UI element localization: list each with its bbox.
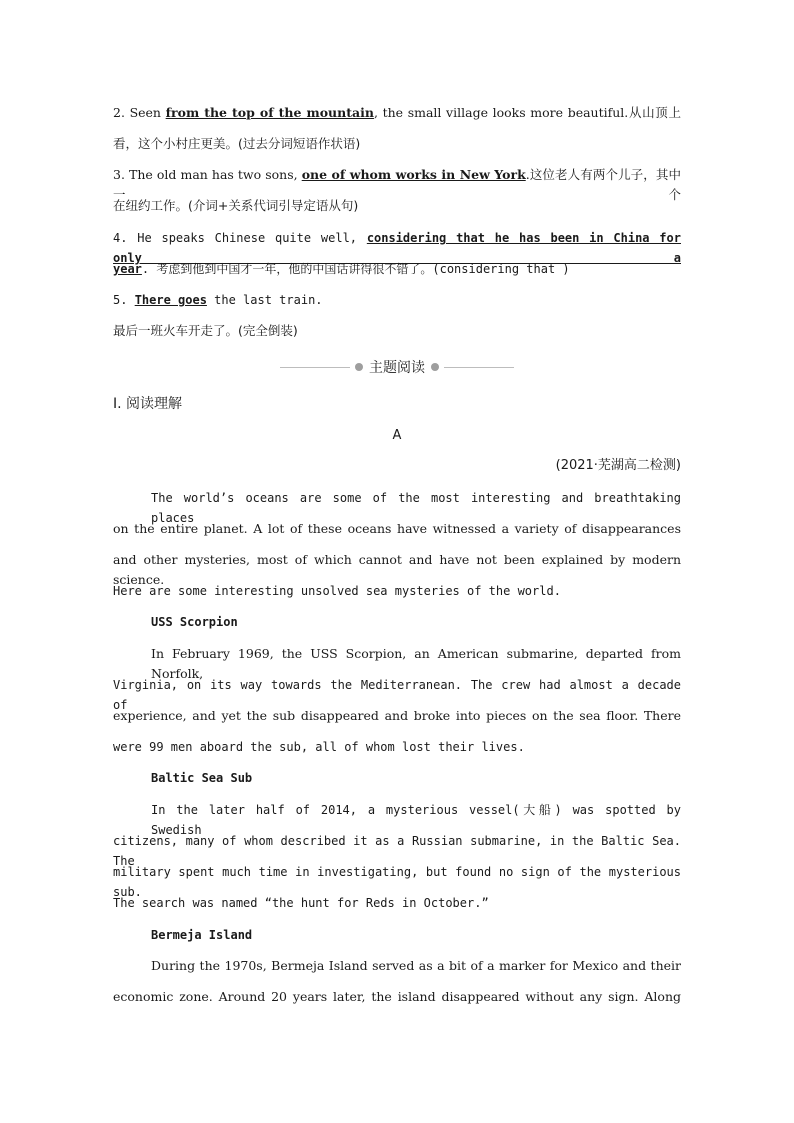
sentence-5-number: 5. [113, 293, 135, 307]
sentence-3-rest: . [525, 167, 530, 182]
section-divider [280, 358, 514, 378]
part-heading: Ⅰ. 阅读理解 [113, 396, 183, 412]
sentence-2-key-phrase: from the top of the mountain [165, 105, 374, 120]
sentence-5-rest: the last train. [206, 293, 323, 307]
sentence-3-number: 3. The old man has two sons, [113, 167, 302, 182]
divider-dot-right [431, 363, 439, 371]
sentence-5-key-phrase: There goes [134, 293, 207, 307]
sentence-3-line-1 [113, 165, 681, 202]
heading-uss-scorpion: USS Scorpion [151, 615, 238, 629]
divider-dot-left [355, 363, 363, 371]
bermeja-line-1: During the 1970s, Bermeja Island served as a bit of a marker for Mexico and their [151, 958, 681, 973]
scorpion-line-2: Virginia, on its way towards the Mediterranean. The crew had almost a decade of [113, 678, 681, 712]
sentence-5-line-1 [113, 290, 681, 310]
sentence-4-note: (considering that ) [432, 262, 570, 276]
intro-line-3: and other mysteries, most of which cannot and have not been explained by modern science. [113, 552, 681, 587]
baltic-line-2: citizens, many of whom described it as a Russian submarine, in the Baltic Sea. The [113, 834, 681, 868]
sentence-2-rest: , the small village looks more beautiful. [373, 105, 629, 120]
sentence-4-line-1 [113, 228, 681, 265]
sentence-2-chinese: 从山顶上 [628, 105, 681, 120]
sentence-2-number: 2. Seen [113, 105, 166, 120]
scorpion-line-1: In February 1969, the USS Scorpion, an American submarine, departed from Norfolk, [151, 646, 681, 681]
section-title: 主题阅读 [369, 360, 425, 376]
bermeja-line-2: economic zone. Around 20 years later, the island disappeared without any sign. Along [113, 989, 681, 1004]
sentence-4-key-phrase-end: year [113, 262, 142, 276]
scorpion-line-3: experience, and yet the sub disappeared and broke into pieces on the sea floor. There [113, 708, 681, 723]
sentence-3-line-2: 在纽约工作。(介词+关系代词引导定语从句) [113, 198, 359, 213]
sentence-4-chinese: 考虑到他到中国才一年，他的中国话讲得很不错了。 [156, 262, 433, 276]
intro-line-2: on the entire planet. A lot of these oceans have witnessed a variety of disappearances [113, 521, 681, 536]
scorpion-line-4: were 99 men aboard the sub, all of whom lost their lives. [113, 740, 525, 754]
sentence-2-line-1 [113, 103, 681, 123]
sentence-3-key-phrase: one of whom works in New York [301, 167, 526, 182]
divider-line-left [280, 367, 350, 368]
sentence-5-chinese: 最后一班火车开走了。(完全倒装) [113, 323, 298, 338]
divider-line-right [444, 367, 514, 368]
passage-label: A [392, 428, 402, 443]
sentence-2-line-2: 看，这个小村庄更美。(过去分词短语作状语) [113, 136, 361, 151]
sentence-4-period: . [141, 262, 157, 276]
heading-baltic-sea-sub: Baltic Sea Sub [151, 771, 253, 785]
sentence-4-number: 4. He speaks Chinese quite well, [113, 231, 367, 245]
sentence-3-chinese: 这位老人有两个儿子，其中一个 [113, 167, 681, 202]
sentence-4-line-2 [113, 259, 681, 279]
heading-bermeja-island: Bermeja Island [151, 928, 253, 942]
baltic-line-1: In the later half of 2014, a mysterious vessel(大船) was spotted by Swedish [151, 803, 681, 837]
baltic-line-3: military spent much time in investigating, but found no sign of the mysterious sub. [113, 865, 681, 899]
baltic-line-4: The search was named “the hunt for Reds in October.” [113, 896, 489, 910]
intro-line-4: Here are some interesting unsolved sea mysteries of the world. [113, 584, 561, 598]
sentence-4-key-phrase: considering that he has been in China for only a [113, 231, 681, 265]
passage-source: (2021·芜湖高二检测) [555, 458, 681, 473]
intro-line-1: The world’s oceans are some of the most interesting and breathtaking places [151, 491, 681, 525]
